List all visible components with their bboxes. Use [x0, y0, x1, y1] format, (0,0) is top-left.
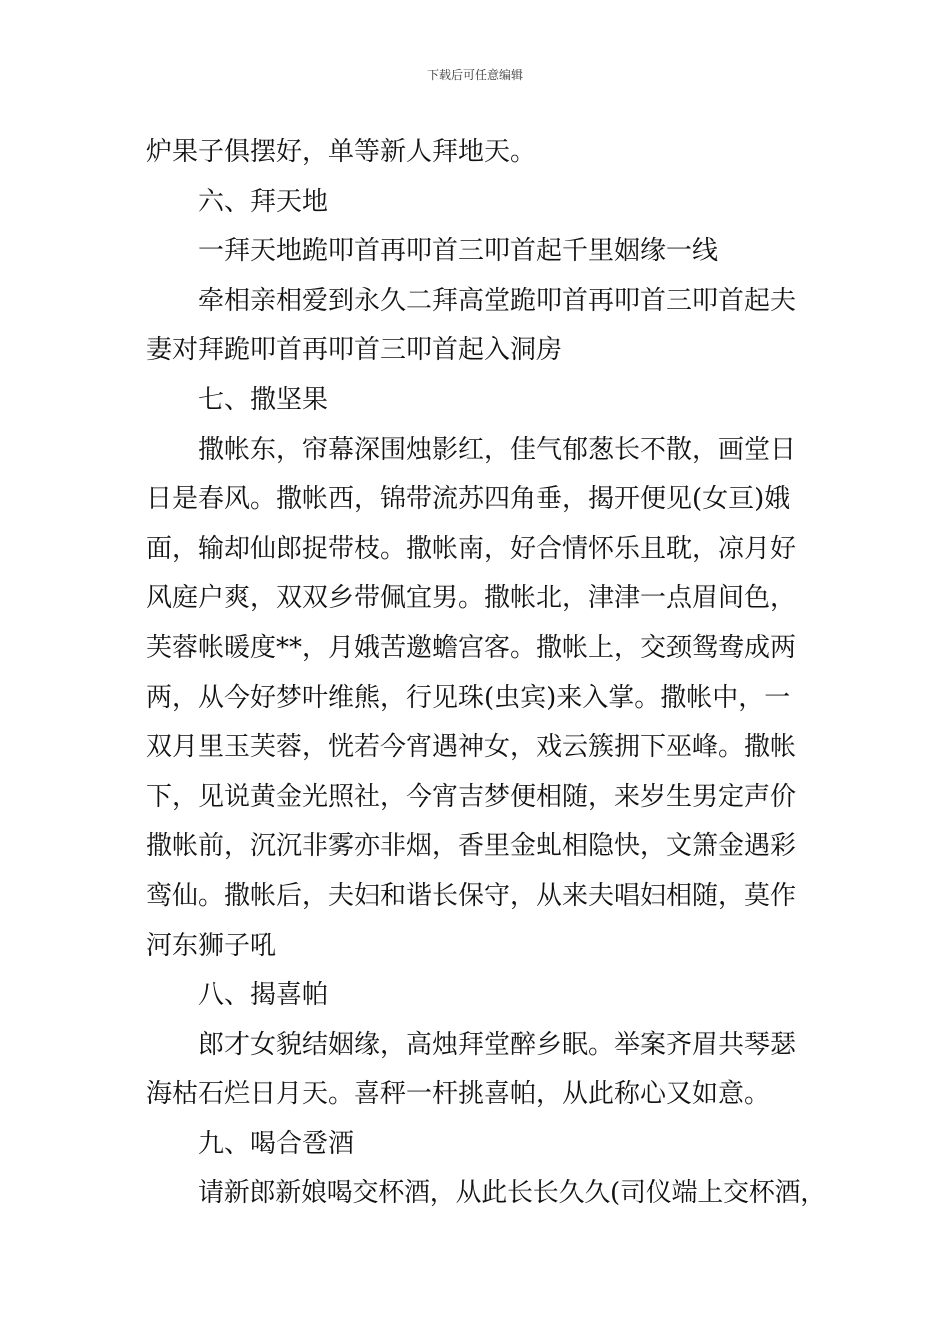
- text-line: 一拜天地跪叩首再叩首三叩首起千里姻缘一线: [198, 236, 719, 267]
- text-line: 海枯石烂日月天。喜秤一杆挑喜帕，从此称心又如意。: [146, 1079, 771, 1110]
- text-line: 芙蓉帐暖度**，月娥苦邀蟾宫客。撒帐上，交颈鸳鸯成两: [146, 632, 797, 663]
- text-line: 妻对拜跪叩首再叩首三叩首起入洞房: [146, 335, 563, 366]
- document-body: [146, 128, 826, 1219]
- text-line: 七、撒坚果: [198, 384, 329, 415]
- text-line: 风庭户爽，双双乡带佩宜男。撒帐北，津津一点眉间色，: [146, 583, 797, 614]
- text-line: 日是春风。撒帐西，锦带流苏四角垂，揭开便见(女亘)娥: [146, 484, 791, 515]
- page-header: 下载后可任意编辑: [426, 68, 523, 82]
- text-line: 面，输却仙郎捉带枝。撒帐南，好合情怀乐且耽，凉月好: [146, 533, 797, 564]
- text-line: 牵相亲相爱到永久二拜高堂跪叩首再叩首三叩首起夫: [198, 285, 797, 316]
- text-line: 郎才女貌结姻缘，高烛拜堂醉乡眠。举案齐眉共琴瑟: [198, 1029, 797, 1060]
- text-line: 八、揭喜帕: [198, 980, 329, 1011]
- text-line: 双月里玉芙蓉，恍若今宵遇神女，戏云簇拥下巫峰。撒帐: [146, 732, 797, 763]
- text-line: 撒帐前，沉沉非雾亦非烟，香里金虬相隐快，文箫金遇彩: [146, 831, 797, 862]
- text-line: 河东狮子吼: [146, 930, 277, 961]
- text-line: 炉果子俱摆好，单等新人拜地天。: [146, 137, 537, 167]
- text-line: 撒帐东，帘幕深围烛影红，佳气郁葱长不散，画堂日: [198, 434, 797, 465]
- text-line: 请新郎新娘喝交杯酒，从此长长久久(司仪端上交杯酒，: [198, 1178, 826, 1209]
- text-line: 六、拜天地: [198, 186, 329, 217]
- text-line: 鸾仙。撒帐后，夫妇和谐长保守，从来夫唱妇相随，莫作: [146, 880, 797, 911]
- text-line: 九、喝合卺酒: [198, 1128, 355, 1159]
- text-line: 两，从今好梦叶维熊，行见珠(虫宾)来入掌。撒帐中，一: [146, 682, 791, 713]
- text-line: 下，见说黄金光照社，今宵吉梦便相随，来岁生男定声价: [146, 781, 797, 812]
